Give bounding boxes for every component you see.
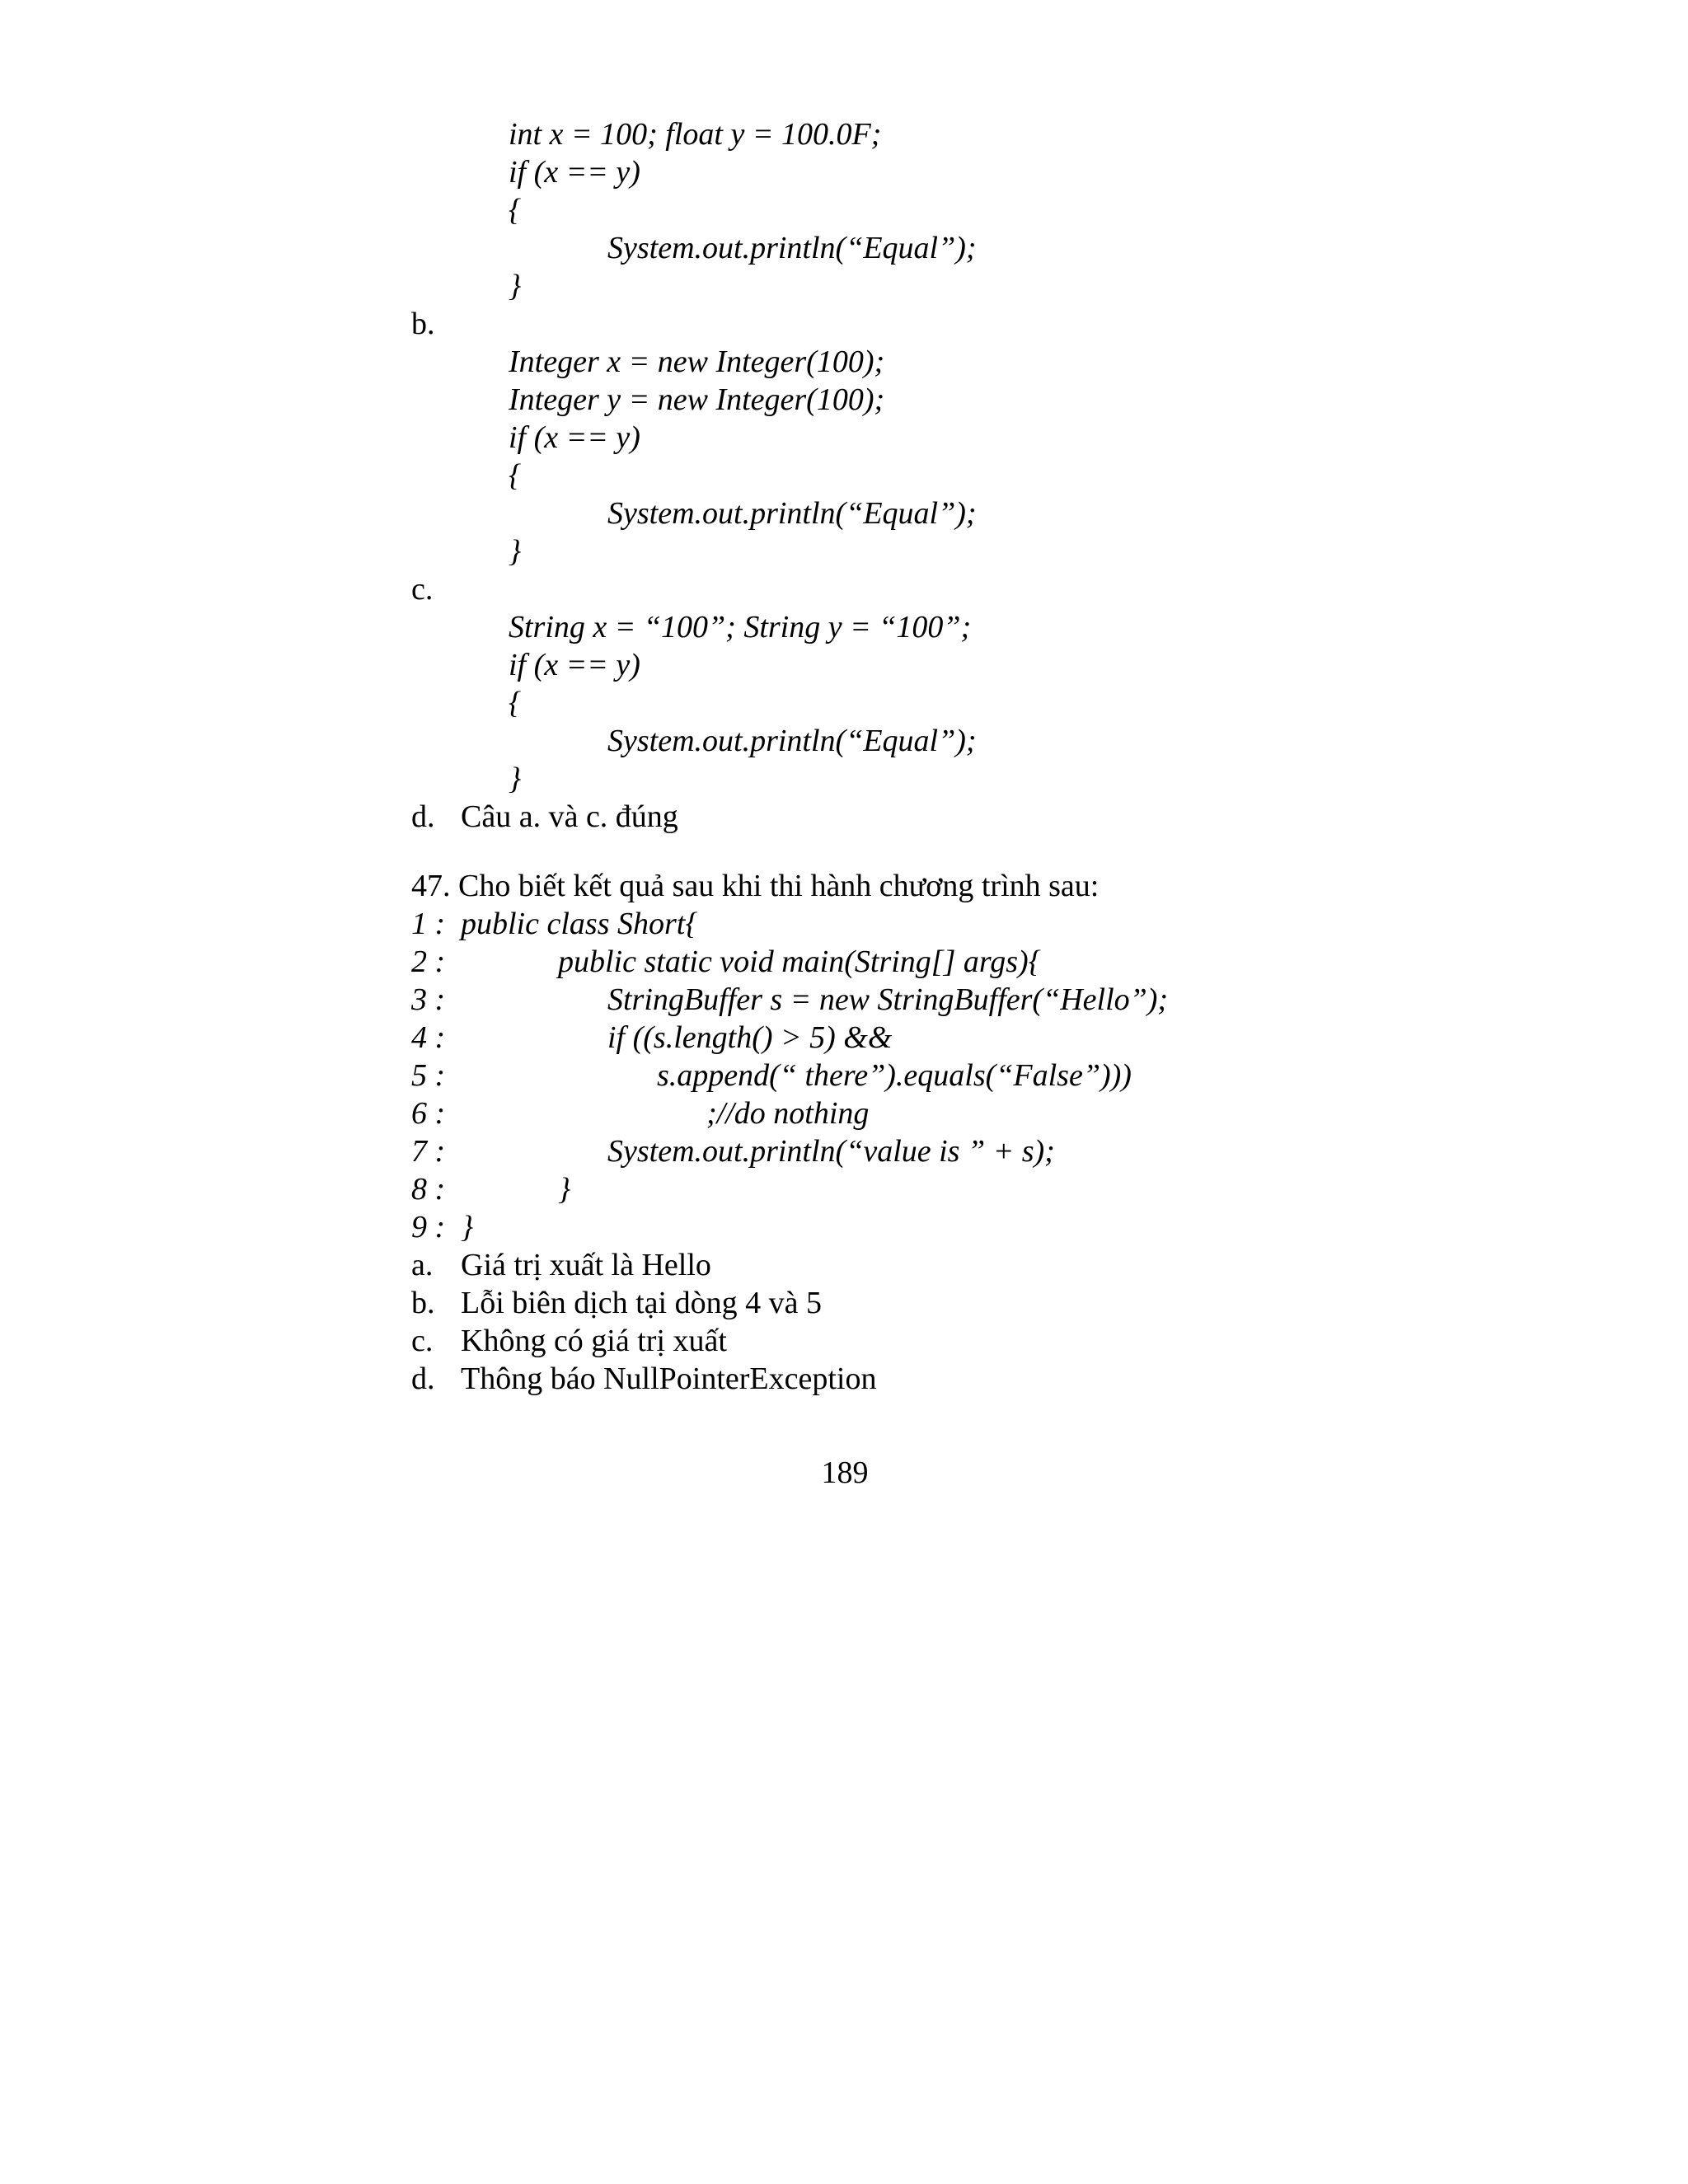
code-line-number-3: 3 : <box>411 982 446 1017</box>
answer-a-label: a. <box>411 1248 434 1282</box>
code-line-5: s.append(“ there”).equals(“False”))) <box>657 1058 1132 1093</box>
option-b-code-line-6: } <box>509 534 522 569</box>
code-line-2: public static void main(String[] args){ <box>558 944 1041 979</box>
code-line-3: StringBuffer s = new StringBuffer(“Hello”); <box>607 982 1169 1017</box>
answer-d-label: d. <box>411 1361 435 1396</box>
answer-c-label: c. <box>411 1324 434 1358</box>
code-line-6: ;//do nothing <box>706 1096 870 1131</box>
answer-b-text: Lỗi biên dịch tại dòng 4 và 5 <box>461 1286 822 1320</box>
option-c-code-line-1: String x = “100”; String y = “100”; <box>509 610 972 644</box>
option-c-label: c. <box>411 572 434 607</box>
option-d-text: Câu a. và c. đúng <box>461 799 678 834</box>
option-b-code-line-3: if (x == y) <box>509 420 640 455</box>
code-line-number-8: 8 : <box>411 1172 446 1207</box>
answer-c-text: Không có giá trị xuất <box>461 1324 727 1358</box>
option-a-code-line-3: { <box>509 193 522 227</box>
option-c-code-line-2: if (x == y) <box>509 648 640 682</box>
code-line-9: } <box>461 1210 474 1244</box>
code-line-number-7: 7 : <box>411 1134 446 1169</box>
option-a-code-line-2: if (x == y) <box>509 155 640 190</box>
option-c-code-line-3: { <box>509 686 522 720</box>
code-line-1: public class Short{ <box>461 907 698 941</box>
code-line-number-1: 1 : <box>411 907 446 941</box>
option-b-label: b. <box>411 307 435 341</box>
answer-b-label: b. <box>411 1286 435 1320</box>
code-line-number-6: 6 : <box>411 1096 446 1131</box>
option-b-code-line-2: Integer y = new Integer(100); <box>509 382 885 417</box>
code-line-7: System.out.println(“value is ” + s); <box>607 1134 1055 1169</box>
code-line-4: if ((s.length() > 5) && <box>607 1020 893 1055</box>
page-number: 189 <box>821 1455 869 1490</box>
code-line-number-2: 2 : <box>411 944 446 979</box>
option-d-label: d. <box>411 799 435 834</box>
answer-d-text: Thông báo NullPointerException <box>461 1361 877 1396</box>
code-line-number-5: 5 : <box>411 1058 446 1093</box>
answer-a-text: Giá trị xuất là Hello <box>461 1248 711 1282</box>
option-c-code-line-4: System.out.println(“Equal”); <box>607 724 977 758</box>
option-a-code-line-4: System.out.println(“Equal”); <box>607 231 977 265</box>
question-47-prompt: 47. Cho biết kết quả sau khi thi hành chương trình sau: <box>411 869 1100 903</box>
option-a-code-line-5: } <box>509 269 522 303</box>
code-line-number-9: 9 : <box>411 1210 446 1244</box>
code-line-number-4: 4 : <box>411 1020 446 1055</box>
option-b-code-line-4: { <box>509 458 522 493</box>
option-b-code-line-5: System.out.println(“Equal”); <box>607 496 977 531</box>
code-line-8: } <box>558 1172 571 1207</box>
option-b-code-line-1: Integer x = new Integer(100); <box>509 344 885 379</box>
option-a-code-line-1: int x = 100; float y = 100.0F; <box>509 117 882 152</box>
option-c-code-line-5: } <box>509 762 522 796</box>
